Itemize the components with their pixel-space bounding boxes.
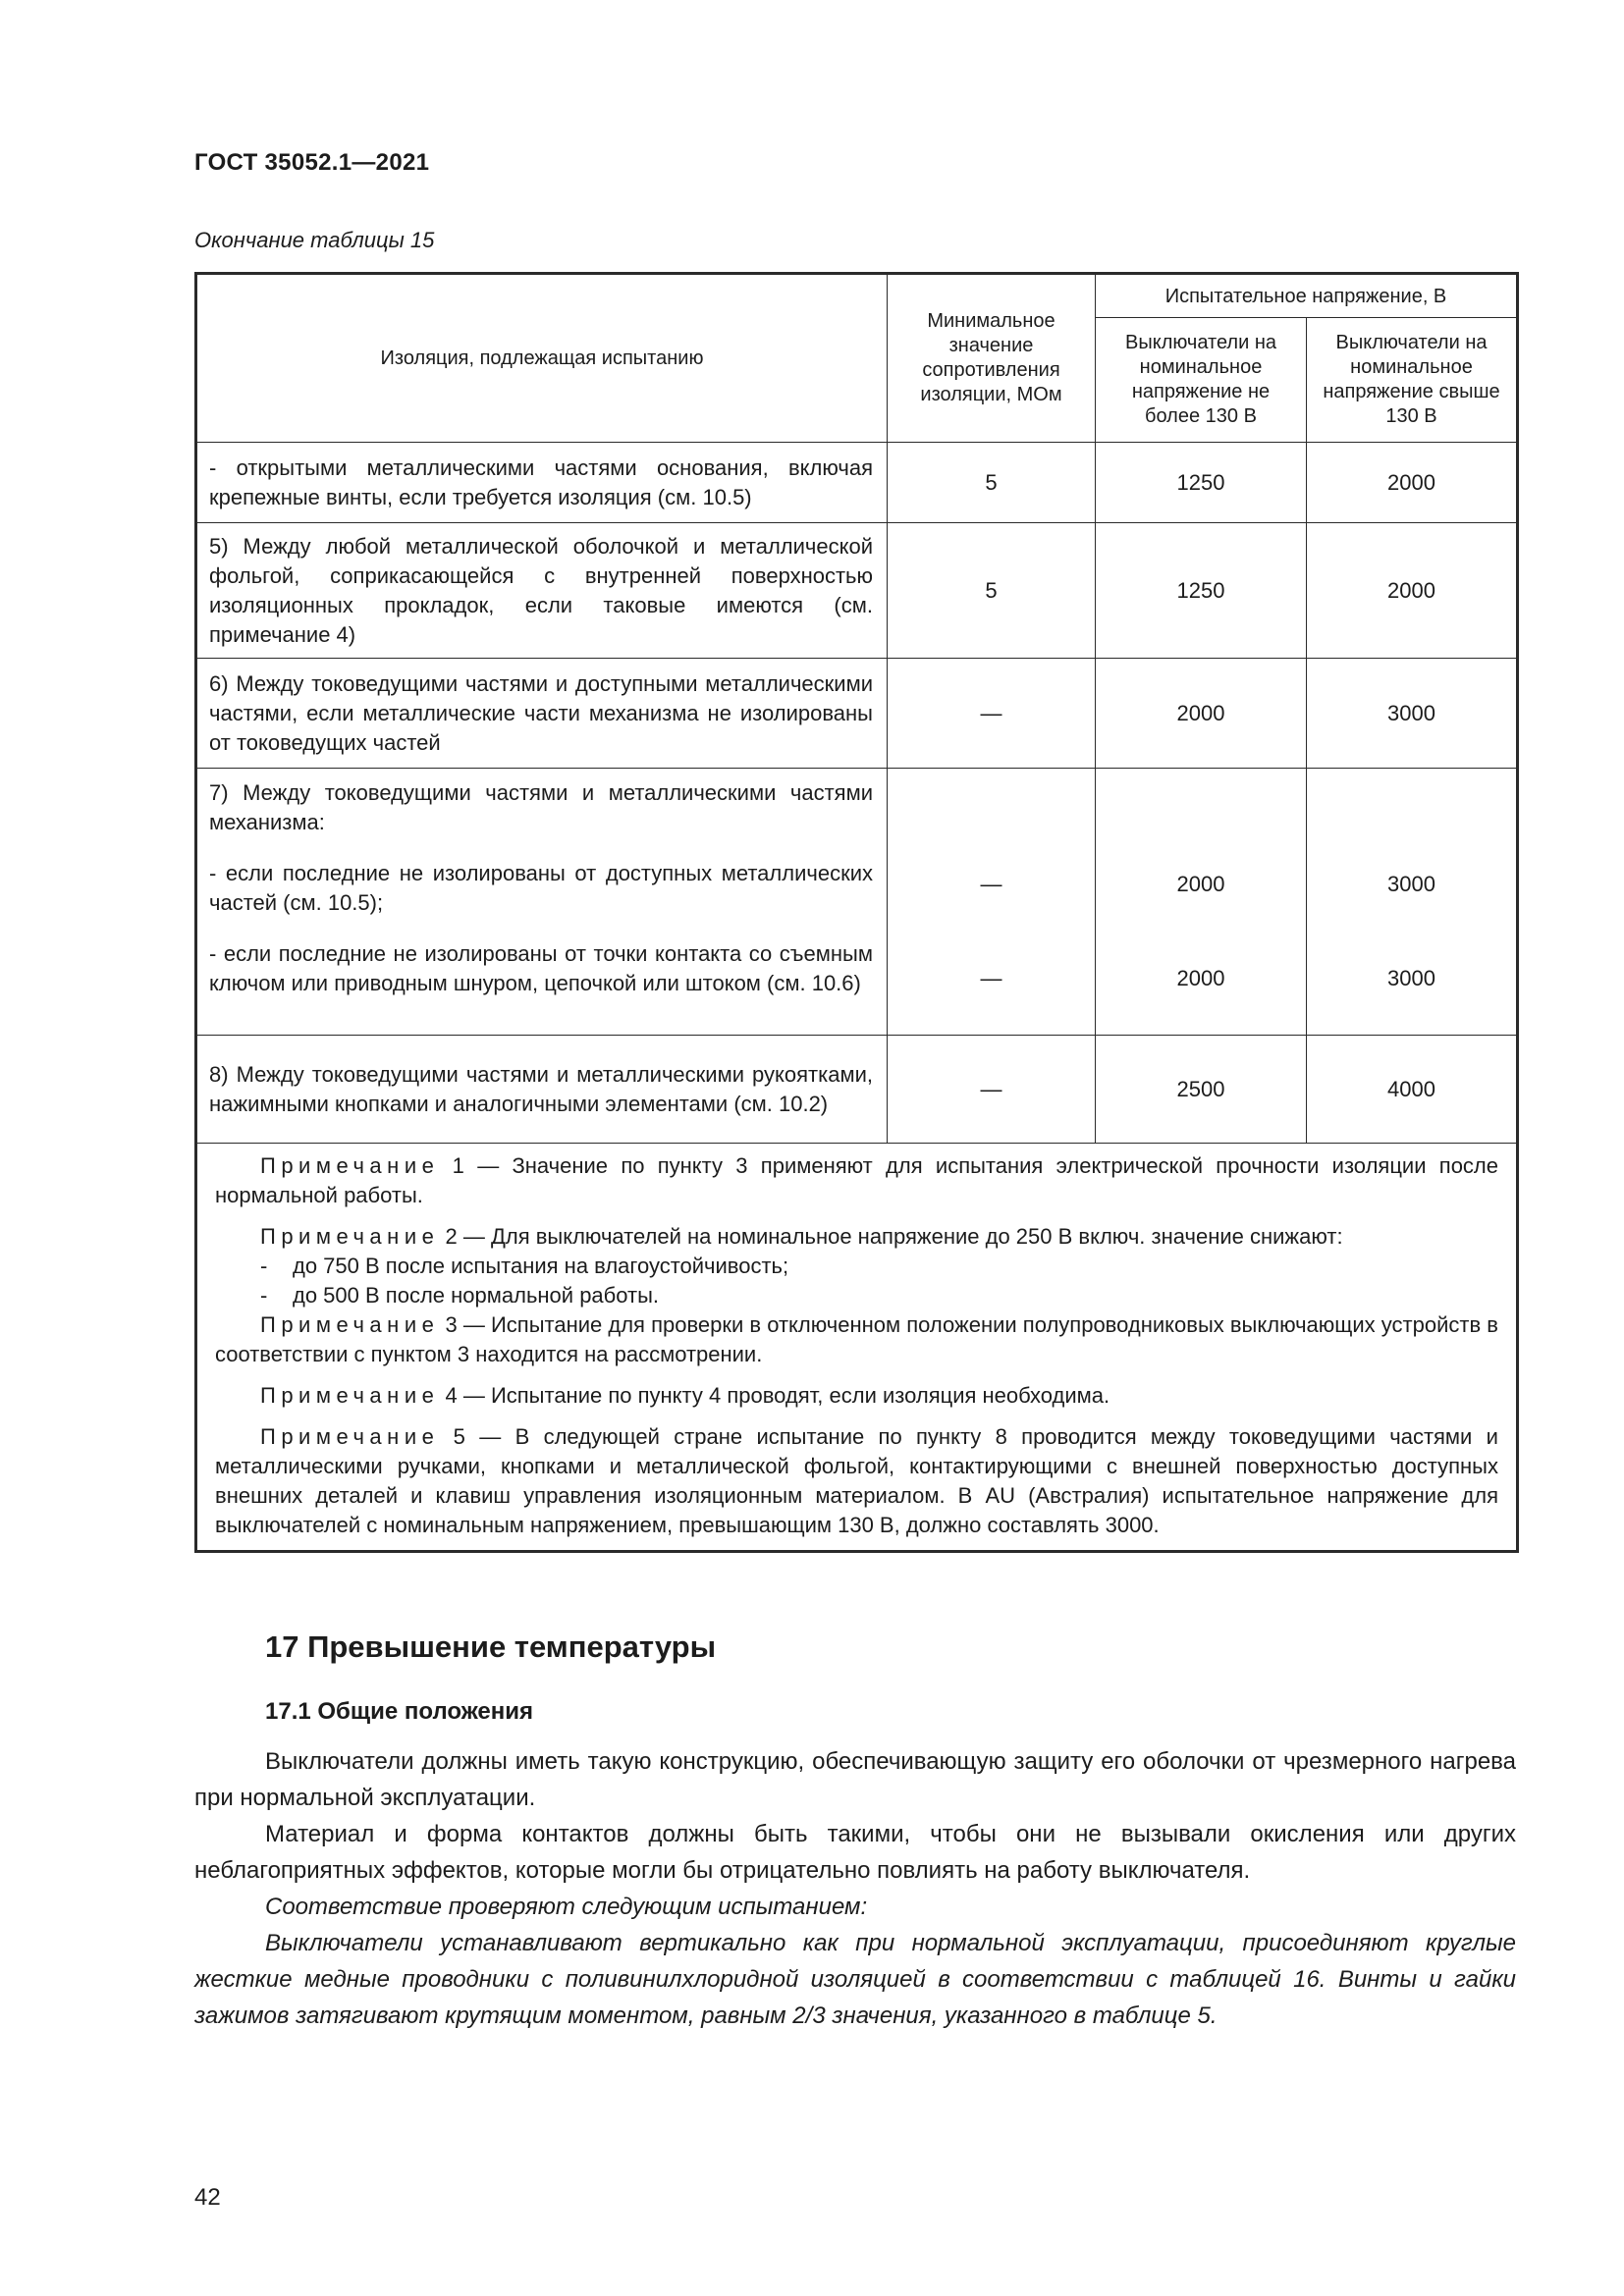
page-number: 42 — [194, 2184, 221, 2211]
group7-description — [196, 769, 888, 1036]
section-heading: 17 Превышение температуры — [265, 1629, 717, 1664]
note-text: — В следующей стране испытание по пункту 8 проводится между токоведущими частями и металлическими ручками, кнопками и металлической фольгой, контактирующими с внешней поверхностью доступных внешних деталей и клавиш управления изоляционным материалом. В AU (Австралия) испытательное напряжение для выключателей с номинальным напряжением, превышающим 130 В, должно составлять 3000. — [215, 1424, 1498, 1537]
paragraph: Материал и форма контактов должны быть такими, чтобы они не вызывали окисления или других неблагоприятных эффектов, которые могли бы отрицательно повлиять на работу выключателя. — [194, 1821, 1516, 1884]
group7-intro: 7) Между токоведущими частями и металлическими частями механизма: — [209, 780, 873, 834]
header-min-resistance: Минимальное значение сопротивления изоляции, МОм — [888, 274, 1096, 443]
subsection-heading: 17.1 Общие положения — [265, 1698, 534, 1725]
note-label: Примечание — [260, 1224, 440, 1249]
note-text: — Для выключателей на номинальное напряжение до 250 В включ. значение снижают: — [462, 1224, 1343, 1249]
document-code: ГОСТ 35052.1—2021 — [194, 149, 430, 176]
table-notes — [196, 1144, 1518, 1552]
note-number: 2 — [445, 1224, 458, 1249]
row-description: - открытыми металлическими частями основания, включая крепежные винты, если требуется изоляция (см. 10.5) — [196, 443, 888, 523]
note-label: Примечание — [260, 1383, 440, 1408]
table-caption: Окончание таблицы 15 — [194, 228, 435, 252]
group7-item-2-min: — — [980, 966, 1002, 990]
table-row — [196, 443, 1518, 523]
insulation-test-table — [194, 272, 1519, 1553]
group7-item-2-v1: 2000 — [1176, 966, 1225, 990]
note-2-list-item: - до 750 В после испытания на влагоустойчивость; — [215, 1252, 1498, 1281]
group7-item-1-min: — — [980, 872, 1002, 896]
group7-voltage-up-to-130 — [1096, 769, 1307, 1036]
section-body — [194, 1743, 1516, 2034]
note-text: — Испытание для проверки в отключенном положении полупроводниковых выключающих устройств в соответствии с пунктом 3 находится на рассмотрении. — [215, 1312, 1498, 1366]
note-2-item-text: до 500 В после нормальной работы. — [293, 1283, 660, 1308]
note-number: 4 — [445, 1383, 458, 1408]
table-row — [196, 523, 1518, 659]
group7-voltage-over-130 — [1307, 769, 1518, 1036]
row-voltage-up-to-130: 1250 — [1096, 523, 1307, 659]
note-1 — [215, 1151, 1498, 1210]
header-test-voltage: Испытательное напряжение, В — [1096, 274, 1518, 318]
note-number: 3 — [445, 1312, 458, 1337]
row-min-resistance: 5 — [888, 523, 1096, 659]
row-voltage-over-130: 2000 — [1307, 443, 1518, 523]
row-description: 5) Между любой металлической оболочкой и металлической фольгой, соприкасающейся с внутренней поверхностью изоляционных прокладок, если таковые имеются (см. примечание 4) — [196, 523, 888, 659]
paragraph: Выключатели должны иметь такую конструкцию, обеспечивающую защиту его оболочки от чрезмерного нагрева при нормальной эксплуатации. — [194, 1748, 1516, 1811]
row-voltage-over-130: 2000 — [1307, 523, 1518, 659]
row-description: 6) Между токоведущими частями и доступными металлическими частями, если металлические части механизма не изолированы от токоведущих частей — [196, 659, 888, 769]
group7-min-resistance — [888, 769, 1096, 1036]
paragraph: Выключатели устанавливают вертикально как при нормальной эксплуатации, присоединяют круглые жесткие медные проводники с поливинилхлоридной изоляцией в соответствии с таблицей 16. Винты и гайки зажимов затягивают крутящим моментом, равным 2/3 значения, указанного в таблице 5. — [194, 1930, 1516, 2029]
row-voltage-over-130: 4000 — [1307, 1036, 1518, 1144]
row-description: 8) Между токоведущими частями и металлическими рукоятками, нажимными кнопками и аналогичными элементами (см. 10.2) — [196, 1036, 888, 1144]
note-2-item-text: до 750 В после испытания на влагоустойчивость; — [293, 1254, 789, 1278]
table-row — [196, 659, 1518, 769]
group7-item-1-v1: 2000 — [1176, 872, 1225, 896]
table-row-group-7 — [196, 769, 1518, 1036]
row-min-resistance: 5 — [888, 443, 1096, 523]
row-voltage-up-to-130: 2000 — [1096, 659, 1307, 769]
row-voltage-up-to-130: 1250 — [1096, 443, 1307, 523]
note-label: Примечание — [260, 1153, 440, 1178]
table-row — [196, 1036, 1518, 1144]
header-over-130: Выключатели на номинальное напряжение свыше 130 В — [1307, 318, 1518, 443]
note-4 — [215, 1381, 1498, 1411]
header-insulation: Изоляция, подлежащая испытанию — [196, 274, 888, 443]
row-voltage-up-to-130: 2500 — [1096, 1036, 1307, 1144]
note-5 — [215, 1422, 1498, 1540]
note-number: 5 — [453, 1424, 465, 1449]
note-2 — [215, 1222, 1498, 1252]
row-voltage-over-130: 3000 — [1307, 659, 1518, 769]
note-label: Примечание — [260, 1424, 440, 1449]
header-up-to-130: Выключатели на номинальное напряжение не более 130 В — [1096, 318, 1307, 443]
note-2-list-item: - до 500 В после нормальной работы. — [215, 1281, 1498, 1310]
row-min-resistance: — — [888, 1036, 1096, 1144]
note-label: Примечание — [260, 1312, 440, 1337]
group7-item-1: - если последние не изолированы от доступных металлических частей (см. 10.5); — [209, 861, 873, 915]
paragraph: Соответствие проверяют следующим испытанием: — [265, 1894, 868, 1920]
group7-item-2: - если последние не изолированы от точки контакта со съемным ключом или приводным шнуром, цепочкой или штоком (см. 10.6) — [209, 941, 873, 995]
table-notes-row — [196, 1144, 1518, 1552]
note-number: 1 — [452, 1153, 464, 1178]
group7-item-2-v2: 3000 — [1387, 966, 1435, 990]
note-text: — Испытание по пункту 4 проводят, если изоляция необходима. — [462, 1383, 1110, 1408]
note-text: — Значение по пункту 3 применяют для испытания электрической прочности изоляции после нормальной работы. — [215, 1153, 1498, 1207]
note-3 — [215, 1310, 1498, 1369]
group7-item-1-v2: 3000 — [1387, 872, 1435, 896]
row-min-resistance: — — [888, 659, 1096, 769]
